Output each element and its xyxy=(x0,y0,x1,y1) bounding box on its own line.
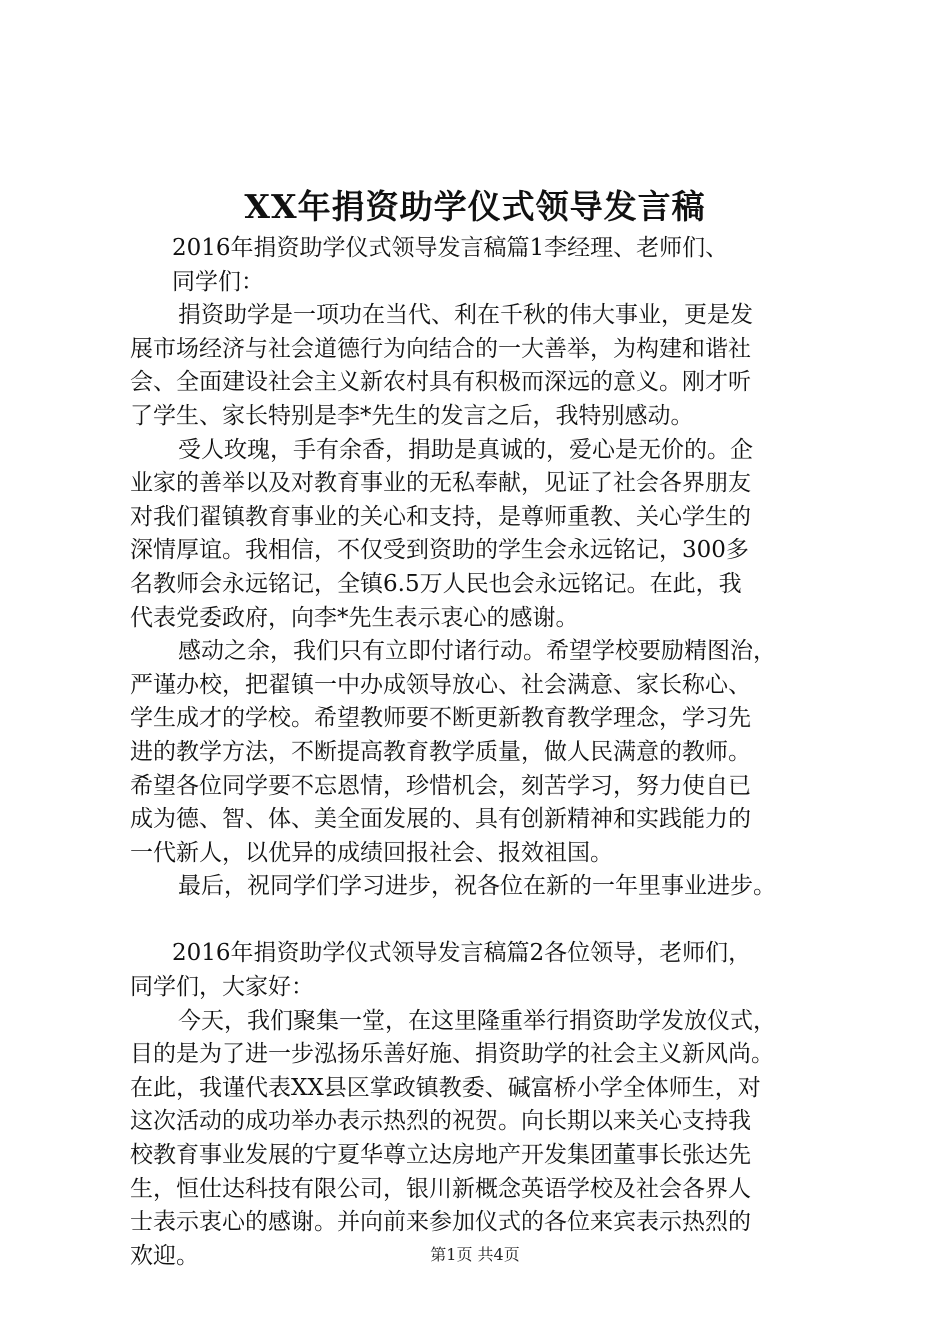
salutation-line: 同学们，大家好： xyxy=(130,974,314,1001)
section-heading-2: 2016年捐资助学仪式领导发言稿篇2各位领导，老师们， xyxy=(172,940,752,967)
document-title: XX年捐资助学仪式领导发言稿 xyxy=(244,187,706,226)
paragraph-line: 士表示衷心的感谢。并向前来参加仪式的各位来宾表示热烈的 xyxy=(130,1209,751,1236)
paragraph-line: 展市场经济与社会道德行为向结合的一大善举，为构建和谐社 xyxy=(130,335,751,362)
blank-line xyxy=(130,904,840,938)
salutation-line: 同学们： xyxy=(172,268,264,295)
paragraph-line: 名教师会永远铭记，全镇6.5万人民也会永远铭记。在此，我 xyxy=(130,570,742,597)
page-footer: 第1页 共4页 xyxy=(430,1245,520,1264)
paragraph-line: 在此，我谨代表XX县区掌政镇教委、碱富桥小学全体师生，对 xyxy=(130,1074,761,1101)
paragraph-line: 这次活动的成功举办表示热烈的祝贺。向长期以来关心支持我 xyxy=(130,1108,751,1135)
paragraph-line: 校教育事业发展的宁夏华尊立达房地产开发集团董事长张达先 xyxy=(130,1142,751,1169)
paragraph-line: 对我们翟镇教育事业的关心和支持，是尊师重教、关心学生的 xyxy=(130,503,751,530)
paragraph-line: 了学生、家长特别是李*先生的发言之后，我特别感动。 xyxy=(130,402,694,429)
paragraph-line: 受人玫瑰，手有余香，捐助是真诚的，爱心是无价的。企 xyxy=(178,436,753,463)
paragraph-line: 一代新人，以优异的成绩回报社会、报效祖国。 xyxy=(130,839,613,866)
paragraph-line: 捐资助学是一项功在当代、利在千秋的伟大事业，更是发 xyxy=(178,302,753,329)
paragraph-line: 严谨办校，把翟镇一中办成领导放心、社会满意、家长称心、 xyxy=(130,671,751,698)
paragraph-line: 业家的善举以及对教育事业的无私奉献，见证了社会各界朋友 xyxy=(130,470,751,497)
paragraph-line: 欢迎。 xyxy=(130,1242,199,1269)
paragraph-line: 成为德、智、体、美全面发展的、具有创新精神和实践能力的 xyxy=(130,806,751,833)
paragraph-line: 今天，我们聚集一堂，在这里隆重举行捐资助学发放仪式， xyxy=(178,1007,776,1034)
paragraph-line: 深情厚谊。我相信，不仅受到资助的学生会永远铭记，300多 xyxy=(130,537,749,564)
document-body xyxy=(130,232,840,1273)
paragraph-line: 希望各位同学要不忘恩情，珍惜机会，刻苦学习，努力使自已 xyxy=(130,772,751,799)
paragraph-line: 代表党委政府，向李*先生表示衷心的感谢。 xyxy=(130,604,579,631)
paragraph-line: 会、全面建设社会主义新农村具有积极而深远的意义。刚才听 xyxy=(130,369,751,396)
paragraph-line: 目的是为了进一步泓扬乐善好施、捐资助学的社会主义新风尚。 xyxy=(130,1041,774,1068)
paragraph-line: 进的教学方法，不断提高教育教学质量，做人民满意的教师。 xyxy=(130,738,751,765)
section-heading-1: 2016年捐资助学仪式领导发言稿篇1李经理、老师们、 xyxy=(172,235,729,261)
paragraph-line: 学生成才的学校。希望教师要不断更新教育教学理念，学习先 xyxy=(130,705,751,732)
paragraph-line: 感动之余，我们只有立即付诸行动。希望学校要励精图治， xyxy=(178,638,776,665)
paragraph-line: 最后，祝同学们学习进步，祝各位在新的一年里事业进步。 xyxy=(178,873,776,900)
paragraph-line: 生，恒仕达科技有限公司，银川新概念英语学校及社会各界人 xyxy=(130,1175,751,1202)
